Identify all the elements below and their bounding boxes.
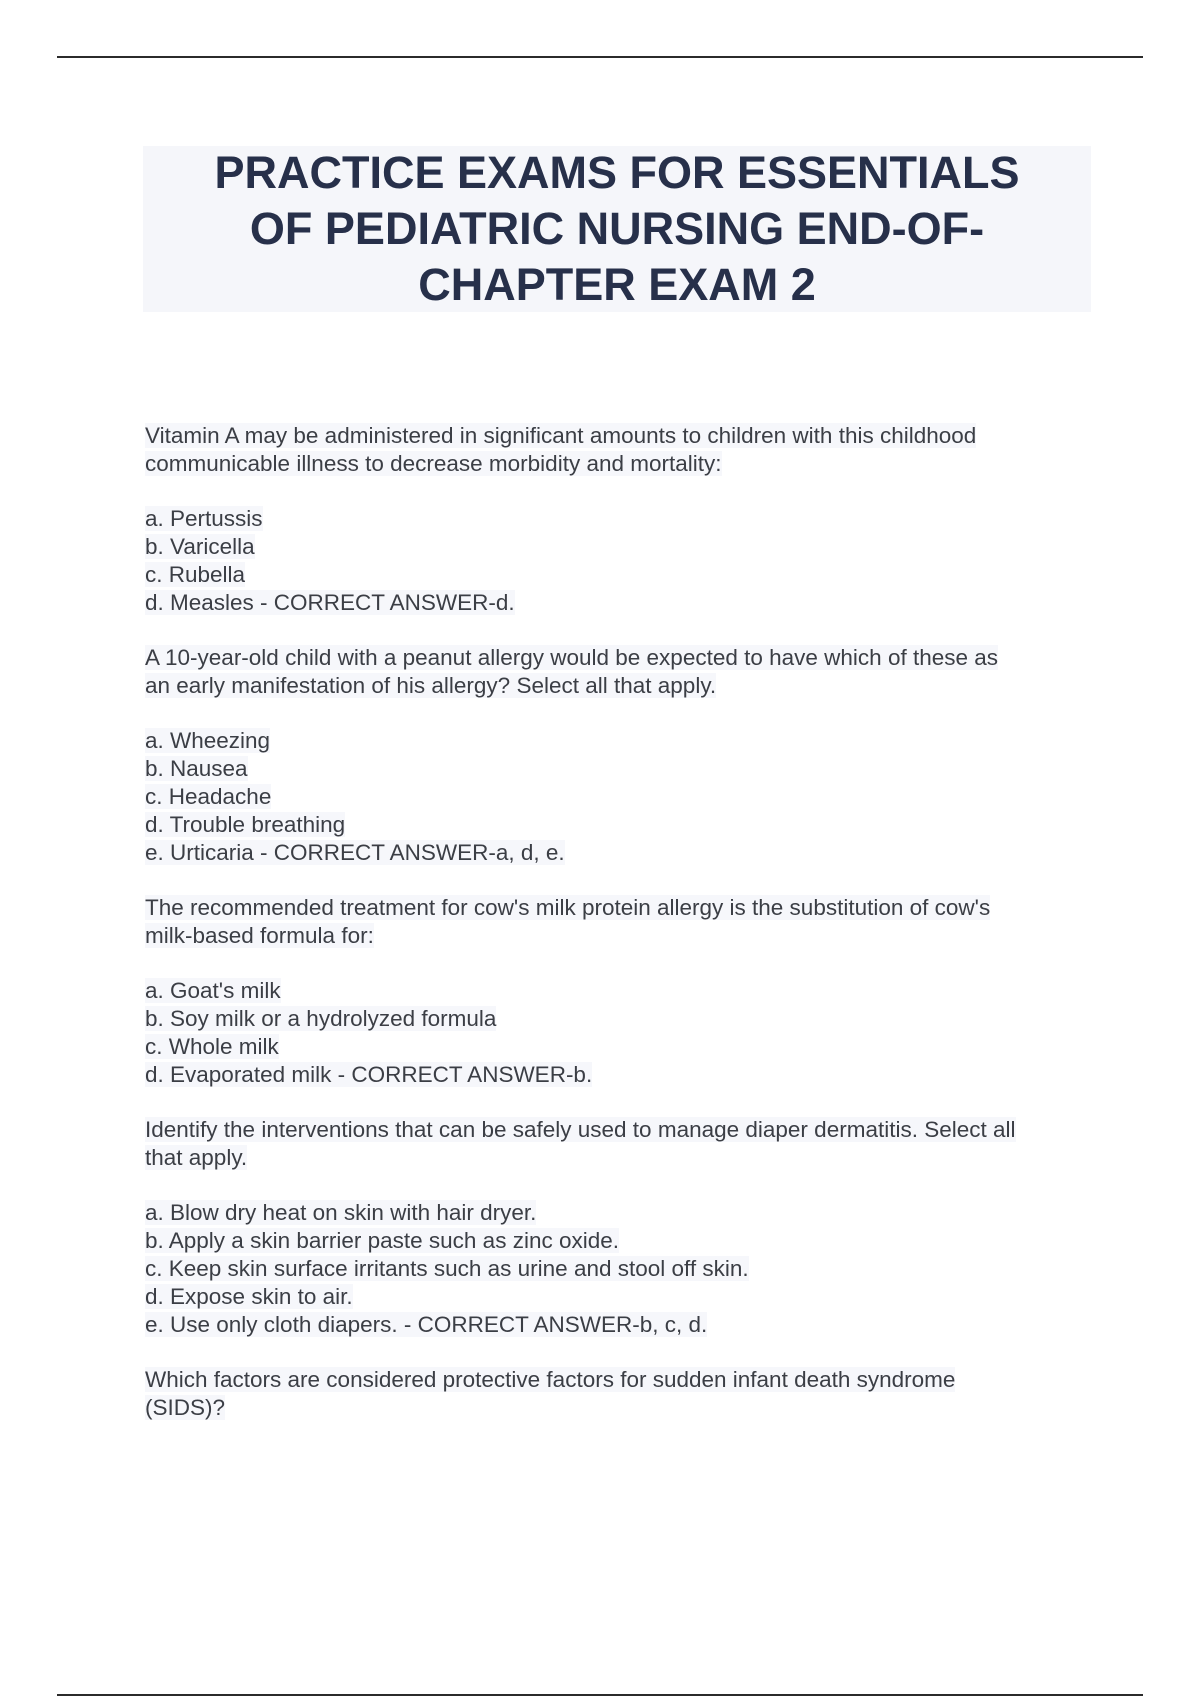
answer-option: b. Nausea bbox=[145, 756, 248, 781]
answer-option: c. Rubella bbox=[145, 562, 246, 587]
stem-line: (SIDS)? bbox=[145, 1395, 226, 1420]
questions-list bbox=[145, 422, 1090, 1449]
answer-options bbox=[145, 727, 1090, 867]
stem-line: Identify the interventions that can be safely used to manage diaper dermatitis. Select all bbox=[145, 1117, 1016, 1142]
title-line: CHAPTER EXAM 2 bbox=[418, 259, 816, 310]
question-5 bbox=[145, 1366, 1090, 1422]
answer-option: c. Keep skin surface irritants such as urine and stool off skin. bbox=[145, 1256, 749, 1281]
answer-option: d. Trouble breathing bbox=[145, 812, 346, 837]
header-rule bbox=[57, 56, 1143, 58]
answer-option: e. Use only cloth diapers. - CORRECT ANSWER-b, c, d. bbox=[145, 1312, 708, 1337]
stem-line: Which factors are considered protective factors for sudden infant death syndrome bbox=[145, 1367, 956, 1392]
question-4 bbox=[145, 1116, 1090, 1339]
question-1 bbox=[145, 422, 1090, 617]
stem-line: that apply. bbox=[145, 1145, 248, 1170]
answer-option: a. Blow dry heat on skin with hair dryer. bbox=[145, 1200, 537, 1225]
answer-options bbox=[145, 505, 1090, 617]
answer-option: a. Goat's milk bbox=[145, 978, 281, 1003]
title-banner bbox=[143, 146, 1091, 312]
stem-line: A 10-year-old child with a peanut allergy would be expected to have which of these as bbox=[145, 645, 999, 670]
answer-option: d. Evaporated milk - CORRECT ANSWER-b. bbox=[145, 1062, 593, 1087]
answer-option: d. Measles - CORRECT ANSWER-d. bbox=[145, 590, 515, 615]
question-2 bbox=[145, 644, 1090, 867]
question-stem bbox=[145, 1366, 1090, 1422]
stem-line: an early manifestation of his allergy? Select all that apply. bbox=[145, 673, 717, 698]
answer-options bbox=[145, 1199, 1090, 1339]
title-line: OF PEDIATRIC NURSING END-OF- bbox=[249, 203, 985, 254]
answer-option: b. Varicella bbox=[145, 534, 255, 559]
answer-option: d. Expose skin to air. bbox=[145, 1284, 353, 1309]
page-title bbox=[143, 145, 1091, 313]
stem-line: milk-based formula for: bbox=[145, 923, 374, 948]
answer-option: a. Pertussis bbox=[145, 506, 263, 531]
answer-option: a. Wheezing bbox=[145, 728, 271, 753]
answer-option: b. Apply a skin barrier paste such as zinc oxide. bbox=[145, 1228, 619, 1253]
title-line: PRACTICE EXAMS FOR ESSENTIALS bbox=[214, 147, 1020, 198]
question-stem bbox=[145, 894, 1090, 950]
stem-line: Vitamin A may be administered in significant amounts to children with this childhood bbox=[145, 423, 977, 448]
question-3 bbox=[145, 894, 1090, 1089]
question-stem bbox=[145, 1116, 1090, 1172]
question-stem bbox=[145, 644, 1090, 700]
question-stem bbox=[145, 422, 1090, 478]
answer-option: c. Headache bbox=[145, 784, 272, 809]
answer-option: e. Urticaria - CORRECT ANSWER-a, d, e. bbox=[145, 840, 565, 865]
stem-line: The recommended treatment for cow's milk protein allergy is the substitution of cow's bbox=[145, 895, 991, 920]
stem-line: communicable illness to decrease morbidity and mortality: bbox=[145, 451, 722, 476]
answer-option: b. Soy milk or a hydrolyzed formula bbox=[145, 1006, 497, 1031]
answer-option: c. Whole milk bbox=[145, 1034, 279, 1059]
footer-rule bbox=[57, 1694, 1143, 1696]
answer-options bbox=[145, 977, 1090, 1089]
